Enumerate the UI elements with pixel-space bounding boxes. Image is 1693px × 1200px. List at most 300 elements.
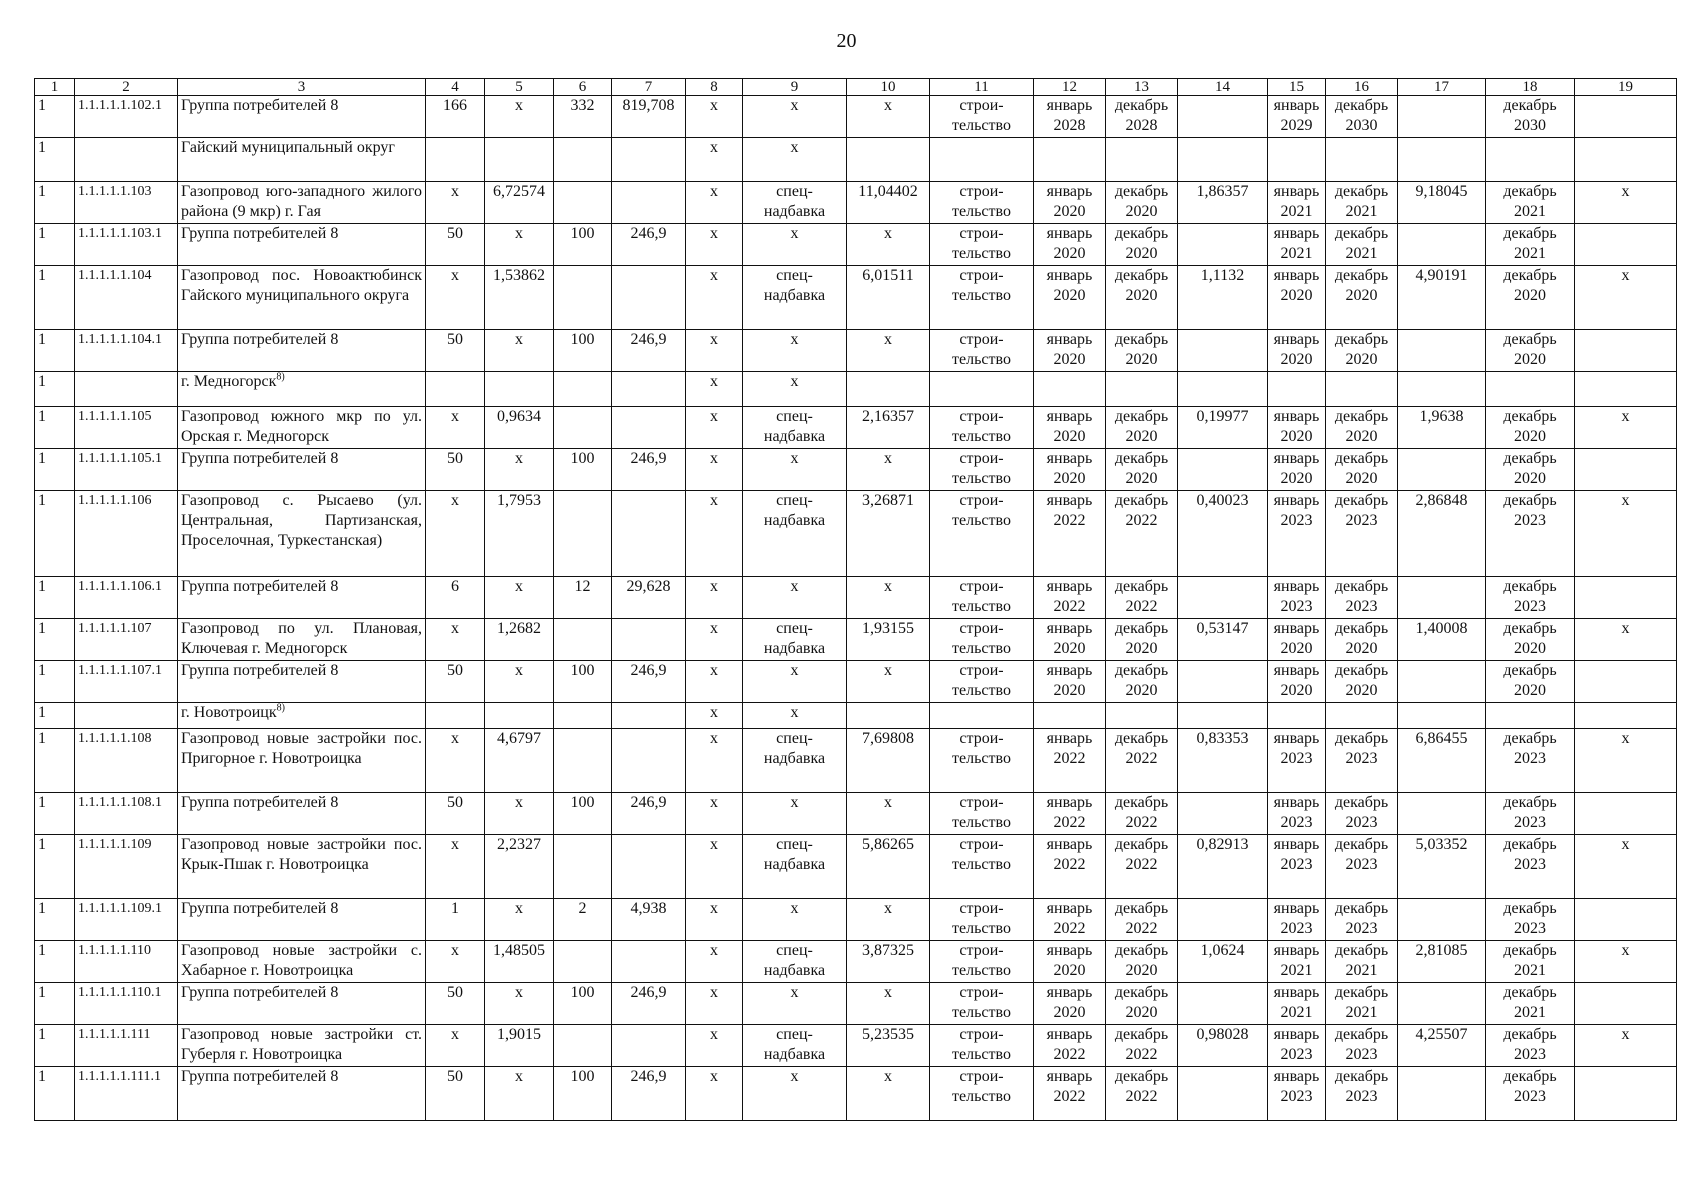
value-cell: 0,83353: [1178, 729, 1268, 793]
value-cell: х: [485, 224, 554, 266]
value-cell: строи-тельство: [930, 224, 1034, 266]
value-cell: 1,86357: [1178, 182, 1268, 224]
value-cell: декабрь 2022: [1106, 835, 1178, 899]
table-row: [35, 491, 1677, 577]
row-level-cell: 1: [35, 703, 75, 729]
value-cell: январь 2023: [1268, 835, 1326, 899]
value-cell: [1398, 224, 1486, 266]
value-cell: спец-надбавка: [743, 835, 847, 899]
item-name-cell: Газопровод южного мкр по ул. Орская г. Медногорск: [178, 407, 426, 449]
value-cell: январь 2020: [1268, 330, 1326, 372]
value-cell: декабрь 2022: [1106, 793, 1178, 835]
item-name-cell: Гайский муниципальный округ: [178, 138, 426, 182]
value-cell: январь 2021: [1268, 224, 1326, 266]
value-cell: х: [485, 983, 554, 1025]
value-cell: [612, 138, 686, 182]
value-cell: 3,87325: [847, 941, 930, 983]
row-level-cell: 1: [35, 729, 75, 793]
row-level-cell: 1: [35, 491, 75, 577]
column-number-header: 3: [178, 79, 426, 96]
value-cell: [1575, 983, 1677, 1025]
value-cell: [1268, 372, 1326, 407]
value-cell: январь 2020: [1268, 661, 1326, 703]
value-cell: [1398, 983, 1486, 1025]
value-cell: [1398, 372, 1486, 407]
table-row: [35, 1067, 1677, 1121]
value-cell: строи-тельство: [930, 983, 1034, 1025]
value-cell: 2,81085: [1398, 941, 1486, 983]
value-cell: 100: [554, 1067, 612, 1121]
value-cell: 12: [554, 577, 612, 619]
table-row: [35, 372, 1677, 407]
value-cell: [1398, 703, 1486, 729]
value-cell: х: [1575, 491, 1677, 577]
value-cell: декабрь 2023: [1486, 1067, 1575, 1121]
value-cell: х: [1575, 941, 1677, 983]
item-code-cell: 1.1.1.1.1.105: [75, 407, 178, 449]
value-cell: х: [686, 983, 743, 1025]
table-row: [35, 619, 1677, 661]
value-cell: 2,16357: [847, 407, 930, 449]
value-cell: 9,18045: [1398, 182, 1486, 224]
value-cell: декабрь 2020: [1486, 407, 1575, 449]
value-cell: декабрь 2023: [1326, 899, 1398, 941]
value-cell: [1178, 96, 1268, 138]
value-cell: строи-тельство: [930, 182, 1034, 224]
value-cell: [1575, 224, 1677, 266]
value-cell: спец-надбавка: [743, 491, 847, 577]
column-number-header: 19: [1575, 79, 1677, 96]
value-cell: х: [743, 983, 847, 1025]
value-cell: 1,0624: [1178, 941, 1268, 983]
value-cell: [1575, 703, 1677, 729]
value-cell: [1178, 372, 1268, 407]
value-cell: х: [686, 491, 743, 577]
value-cell: х: [426, 266, 485, 330]
item-name-cell: Газопровод пос. Новоактюбинск Гайского муниципального округа: [178, 266, 426, 330]
value-cell: строи-тельство: [930, 407, 1034, 449]
value-cell: спец-надбавка: [743, 182, 847, 224]
value-cell: [1575, 899, 1677, 941]
value-cell: х: [426, 407, 485, 449]
value-cell: декабрь 2022: [1106, 1025, 1178, 1067]
value-cell: [930, 703, 1034, 729]
value-cell: [612, 729, 686, 793]
value-cell: [1106, 703, 1178, 729]
value-cell: строи-тельство: [930, 266, 1034, 330]
value-cell: декабрь 2022: [1106, 899, 1178, 941]
value-cell: декабрь 2022: [1106, 729, 1178, 793]
value-cell: [1106, 372, 1178, 407]
value-cell: х: [743, 577, 847, 619]
value-cell: х: [743, 138, 847, 182]
value-cell: х: [485, 330, 554, 372]
table-row: [35, 899, 1677, 941]
value-cell: х: [847, 1067, 930, 1121]
value-cell: январь 2029: [1268, 96, 1326, 138]
row-level-cell: 1: [35, 941, 75, 983]
item-code-cell: 1.1.1.1.1.110: [75, 941, 178, 983]
row-level-cell: 1: [35, 372, 75, 407]
value-cell: х: [847, 899, 930, 941]
value-cell: декабрь 2023: [1326, 729, 1398, 793]
value-cell: х: [686, 577, 743, 619]
value-cell: декабрь 2020: [1106, 941, 1178, 983]
value-cell: 50: [426, 661, 485, 703]
value-cell: 3,26871: [847, 491, 930, 577]
value-cell: 2: [554, 899, 612, 941]
value-cell: [426, 372, 485, 407]
value-cell: строи-тельство: [930, 899, 1034, 941]
row-level-cell: 1: [35, 899, 75, 941]
value-cell: 332: [554, 96, 612, 138]
value-cell: 1,9638: [1398, 407, 1486, 449]
value-cell: спец-надбавка: [743, 941, 847, 983]
value-cell: [554, 491, 612, 577]
item-name-cell: Газопровод новые застройки пос. Пригорное г. Новотроицка: [178, 729, 426, 793]
row-level-cell: 1: [35, 661, 75, 703]
value-cell: 166: [426, 96, 485, 138]
value-cell: [1575, 330, 1677, 372]
value-cell: [1398, 449, 1486, 491]
value-cell: январь 2023: [1268, 1025, 1326, 1067]
value-cell: 2,86848: [1398, 491, 1486, 577]
value-cell: 100: [554, 449, 612, 491]
item-name-text: г. Новотроицк: [181, 704, 277, 721]
column-number-header: 15: [1268, 79, 1326, 96]
value-cell: [1178, 899, 1268, 941]
value-cell: декабрь 2020: [1486, 619, 1575, 661]
table-row: [35, 224, 1677, 266]
column-number-header: 11: [930, 79, 1034, 96]
value-cell: [1575, 138, 1677, 182]
column-number-header: 17: [1398, 79, 1486, 96]
value-cell: 246,9: [612, 1067, 686, 1121]
table-row: [35, 703, 1677, 729]
value-cell: декабрь 2020: [1326, 330, 1398, 372]
value-cell: х: [847, 96, 930, 138]
value-cell: декабрь 2020: [1486, 330, 1575, 372]
value-cell: спец-надбавка: [743, 266, 847, 330]
table-row: [35, 407, 1677, 449]
item-code-cell: 1.1.1.1.1.111.1: [75, 1067, 178, 1121]
value-cell: [1486, 372, 1575, 407]
value-cell: х: [485, 793, 554, 835]
value-cell: [1575, 577, 1677, 619]
value-cell: 11,04402: [847, 182, 930, 224]
value-cell: декабрь 2020: [1326, 449, 1398, 491]
value-cell: декабрь 2023: [1486, 1025, 1575, 1067]
value-cell: х: [743, 899, 847, 941]
value-cell: [1178, 703, 1268, 729]
item-name-cell: Газопровод новые застройки пос. Крык-Пшак г. Новотроицка: [178, 835, 426, 899]
item-name-cell: Группа потребителей 8: [178, 96, 426, 138]
value-cell: [554, 182, 612, 224]
value-cell: декабрь 2030: [1326, 96, 1398, 138]
item-code-cell: 1.1.1.1.1.111: [75, 1025, 178, 1067]
value-cell: 50: [426, 449, 485, 491]
value-cell: январь 2020: [1034, 266, 1106, 330]
value-cell: спец-надбавка: [743, 407, 847, 449]
value-cell: 1,53862: [485, 266, 554, 330]
value-cell: [1326, 372, 1398, 407]
value-cell: [1575, 793, 1677, 835]
value-cell: [930, 372, 1034, 407]
value-cell: 246,9: [612, 449, 686, 491]
item-name-cell: Группа потребителей 8: [178, 577, 426, 619]
value-cell: х: [743, 661, 847, 703]
table-row: [35, 330, 1677, 372]
value-cell: [1034, 372, 1106, 407]
value-cell: январь 2020: [1034, 330, 1106, 372]
value-cell: [1575, 661, 1677, 703]
value-cell: 4,25507: [1398, 1025, 1486, 1067]
value-cell: строи-тельство: [930, 491, 1034, 577]
value-cell: декабрь 2020: [1106, 407, 1178, 449]
item-name-cell: [178, 703, 426, 729]
value-cell: [554, 138, 612, 182]
value-cell: х: [1575, 835, 1677, 899]
value-cell: х: [686, 266, 743, 330]
value-cell: январь 2020: [1268, 449, 1326, 491]
row-level-cell: 1: [35, 619, 75, 661]
value-cell: 100: [554, 330, 612, 372]
value-cell: х: [743, 449, 847, 491]
value-cell: декабрь 2023: [1486, 899, 1575, 941]
investment-program-table: [34, 78, 1677, 1121]
value-cell: 0,98028: [1178, 1025, 1268, 1067]
value-cell: январь 2023: [1268, 899, 1326, 941]
value-cell: [554, 729, 612, 793]
value-cell: [426, 138, 485, 182]
value-cell: 0,40023: [1178, 491, 1268, 577]
value-cell: 4,6797: [485, 729, 554, 793]
item-name-cell: Газопровод новые застройки ст. Губерля г. Новотроицка: [178, 1025, 426, 1067]
value-cell: 1,93155: [847, 619, 930, 661]
value-cell: декабрь 2021: [1326, 224, 1398, 266]
item-code-cell: 1.1.1.1.1.104: [75, 266, 178, 330]
value-cell: декабрь 2023: [1326, 835, 1398, 899]
value-cell: январь 2020: [1268, 266, 1326, 330]
value-cell: [1326, 703, 1398, 729]
value-cell: х: [426, 491, 485, 577]
value-cell: декабрь 2021: [1486, 983, 1575, 1025]
value-cell: х: [686, 661, 743, 703]
value-cell: [612, 266, 686, 330]
table-row: [35, 96, 1677, 138]
item-name-cell: Газопровод юго-западного жилого района (9 мкр) г. Гая: [178, 182, 426, 224]
value-cell: декабрь 2020: [1486, 266, 1575, 330]
column-number-header: 14: [1178, 79, 1268, 96]
item-name-cell: Газопровод новые застройки с. Хабарное г. Новотроицка: [178, 941, 426, 983]
value-cell: декабрь 2022: [1106, 1067, 1178, 1121]
value-cell: х: [1575, 1025, 1677, 1067]
table-row: [35, 1025, 1677, 1067]
item-name-cell: Группа потребителей 8: [178, 449, 426, 491]
table-row: [35, 138, 1677, 182]
value-cell: х: [847, 224, 930, 266]
value-cell: декабрь 2021: [1486, 182, 1575, 224]
item-name-cell: Группа потребителей 8: [178, 899, 426, 941]
value-cell: январь 2021: [1268, 941, 1326, 983]
column-number-header: 9: [743, 79, 847, 96]
value-cell: [1178, 330, 1268, 372]
value-cell: январь 2020: [1034, 983, 1106, 1025]
value-cell: х: [426, 182, 485, 224]
value-cell: январь 2021: [1268, 983, 1326, 1025]
row-level-cell: 1: [35, 1025, 75, 1067]
value-cell: строи-тельство: [930, 793, 1034, 835]
value-cell: х: [743, 703, 847, 729]
value-cell: х: [1575, 619, 1677, 661]
row-level-cell: 1: [35, 1067, 75, 1121]
value-cell: [1398, 793, 1486, 835]
value-cell: 7,69808: [847, 729, 930, 793]
value-cell: 100: [554, 224, 612, 266]
column-number-header: 12: [1034, 79, 1106, 96]
value-cell: строи-тельство: [930, 619, 1034, 661]
value-cell: 1,7953: [485, 491, 554, 577]
value-cell: январь 2023: [1268, 793, 1326, 835]
value-cell: [485, 372, 554, 407]
item-code-cell: 1.1.1.1.1.108: [75, 729, 178, 793]
value-cell: х: [1575, 729, 1677, 793]
value-cell: январь 2022: [1034, 1067, 1106, 1121]
row-level-cell: 1: [35, 330, 75, 372]
value-cell: 5,23535: [847, 1025, 930, 1067]
value-cell: декабрь 2023: [1486, 577, 1575, 619]
column-number-header: 16: [1326, 79, 1398, 96]
value-cell: строи-тельство: [930, 330, 1034, 372]
value-cell: январь 2022: [1034, 491, 1106, 577]
value-cell: [426, 703, 485, 729]
value-cell: январь 2020: [1034, 224, 1106, 266]
value-cell: 50: [426, 224, 485, 266]
value-cell: х: [1575, 407, 1677, 449]
value-cell: январь 2023: [1268, 1067, 1326, 1121]
item-name-cell: Группа потребителей 8: [178, 1067, 426, 1121]
value-cell: [1178, 983, 1268, 1025]
value-cell: [554, 619, 612, 661]
value-cell: х: [847, 330, 930, 372]
value-cell: 6,86455: [1398, 729, 1486, 793]
value-cell: декабрь 2021: [1486, 941, 1575, 983]
value-cell: [1178, 793, 1268, 835]
value-cell: х: [743, 96, 847, 138]
value-cell: [1398, 577, 1486, 619]
value-cell: 819,708: [612, 96, 686, 138]
value-cell: [1106, 138, 1178, 182]
value-cell: 6: [426, 577, 485, 619]
value-cell: 5,03352: [1398, 835, 1486, 899]
value-cell: 50: [426, 793, 485, 835]
value-cell: 0,19977: [1178, 407, 1268, 449]
value-cell: [1268, 703, 1326, 729]
value-cell: [1486, 703, 1575, 729]
item-name-text: г. Медногорск: [181, 373, 277, 390]
value-cell: х: [426, 1025, 485, 1067]
value-cell: январь 2023: [1268, 491, 1326, 577]
value-cell: [1398, 899, 1486, 941]
value-cell: строи-тельство: [930, 1025, 1034, 1067]
item-name-cell: Группа потребителей 8: [178, 224, 426, 266]
value-cell: [1034, 703, 1106, 729]
value-cell: декабрь 2020: [1326, 619, 1398, 661]
value-cell: [1326, 138, 1398, 182]
value-cell: январь 2021: [1268, 182, 1326, 224]
table-row: [35, 266, 1677, 330]
value-cell: х: [847, 661, 930, 703]
item-code-cell: [75, 703, 178, 729]
value-cell: [554, 372, 612, 407]
value-cell: [1178, 1067, 1268, 1121]
value-cell: [1398, 1067, 1486, 1121]
value-cell: [1486, 138, 1575, 182]
value-cell: х: [686, 1025, 743, 1067]
value-cell: декабрь 2022: [1106, 491, 1178, 577]
value-cell: [1178, 449, 1268, 491]
column-number-header: 5: [485, 79, 554, 96]
value-cell: х: [686, 372, 743, 407]
value-cell: январь 2022: [1034, 793, 1106, 835]
value-cell: 1,2682: [485, 619, 554, 661]
column-number-header: 1: [35, 79, 75, 96]
value-cell: х: [686, 1067, 743, 1121]
value-cell: 4,938: [612, 899, 686, 941]
column-number-header: 7: [612, 79, 686, 96]
value-cell: 1,9015: [485, 1025, 554, 1067]
item-name-cell: Газопровод по ул. Плановая, Ключевая г. Медногорск: [178, 619, 426, 661]
page-number: 20: [836, 30, 857, 52]
value-cell: [612, 941, 686, 983]
value-cell: [554, 835, 612, 899]
row-level-cell: 1: [35, 96, 75, 138]
value-cell: [1178, 661, 1268, 703]
value-cell: х: [426, 619, 485, 661]
value-cell: январь 2028: [1034, 96, 1106, 138]
table-row: [35, 661, 1677, 703]
value-cell: х: [686, 793, 743, 835]
value-cell: 2,2327: [485, 835, 554, 899]
value-cell: декабрь 2023: [1486, 491, 1575, 577]
value-cell: х: [686, 182, 743, 224]
row-level-cell: 1: [35, 983, 75, 1025]
value-cell: январь 2022: [1034, 577, 1106, 619]
item-code-cell: 1.1.1.1.1.103: [75, 182, 178, 224]
value-cell: декабрь 2020: [1106, 619, 1178, 661]
value-cell: х: [485, 661, 554, 703]
value-cell: строи-тельство: [930, 1067, 1034, 1121]
value-cell: х: [485, 96, 554, 138]
value-cell: х: [686, 729, 743, 793]
value-cell: 1,48505: [485, 941, 554, 983]
value-cell: 0,82913: [1178, 835, 1268, 899]
value-cell: х: [847, 449, 930, 491]
value-cell: х: [743, 1067, 847, 1121]
value-cell: [1268, 138, 1326, 182]
value-cell: 1,1132: [1178, 266, 1268, 330]
value-cell: спец-надбавка: [743, 619, 847, 661]
value-cell: х: [847, 793, 930, 835]
value-cell: х: [686, 138, 743, 182]
table-row: [35, 729, 1677, 793]
value-cell: декабрь 2023: [1326, 1067, 1398, 1121]
row-level-cell: 1: [35, 266, 75, 330]
value-cell: х: [426, 729, 485, 793]
value-cell: январь 2020: [1034, 941, 1106, 983]
value-cell: х: [686, 224, 743, 266]
value-cell: х: [485, 577, 554, 619]
